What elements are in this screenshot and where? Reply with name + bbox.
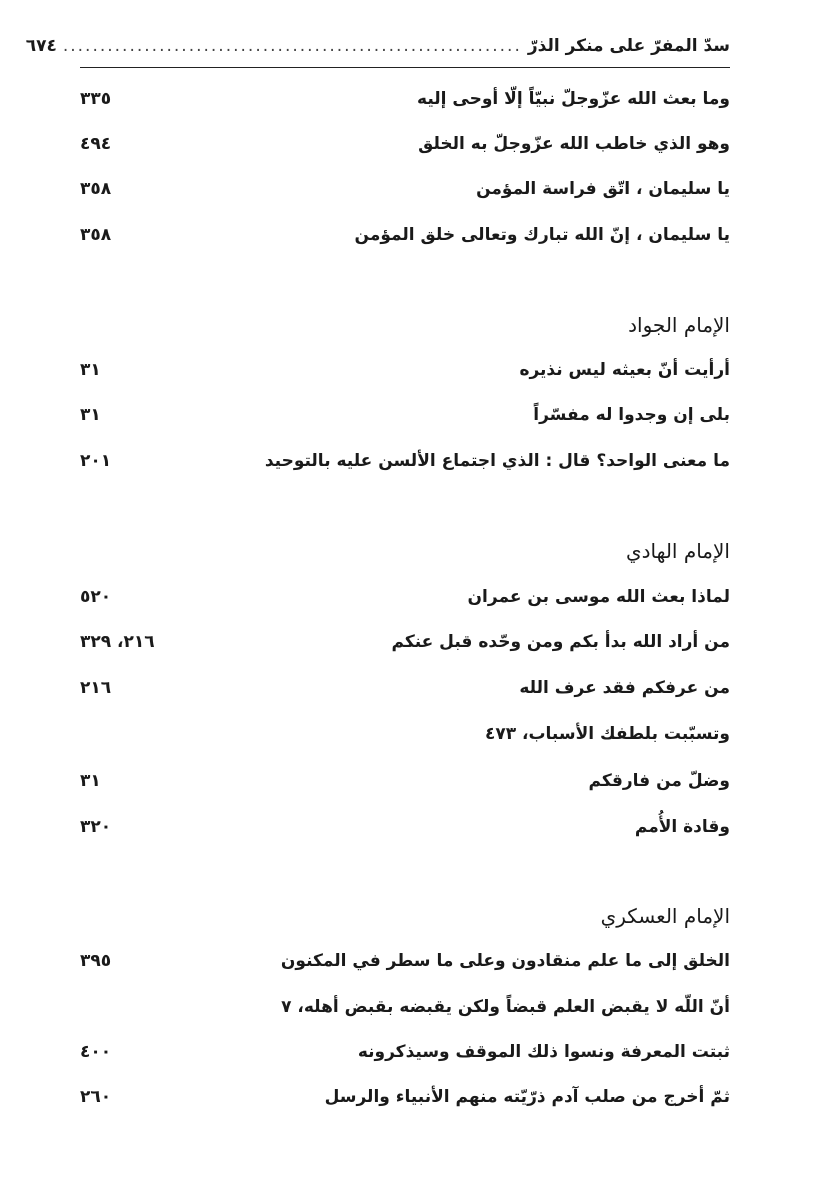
entry-page-ref: ٣١	[80, 771, 101, 791]
index-entry	[80, 579, 730, 615]
entry-text: ثبتت المعرفة ونسوا ذلك الموقف وسيذكرونه	[357, 1042, 730, 1062]
index-entry	[80, 943, 730, 979]
entry-text: الخلق إلى ما علم منقادون وعلى ما سطر في المكنون	[280, 951, 730, 971]
entry-text: وضلّ من فارقكم	[588, 771, 730, 791]
entry-text: من أراد الله بدأ بكم ومن وحّده قبل عنكم	[391, 632, 730, 652]
entry-text: أرأيت أنّ بعيثه ليس نذيره	[519, 360, 730, 380]
index-entry	[80, 1034, 730, 1070]
entry-page-ref: ٣٥٨	[80, 179, 112, 199]
entry-page-ref: ٣٥٨	[80, 225, 112, 245]
index-entry	[80, 352, 730, 388]
entry-page-ref: ٢١٦	[80, 678, 112, 698]
entry-text: يا سليمان ، إنّ الله تبارك وتعالى خلق المؤمن	[354, 225, 730, 245]
entry-page-ref: ٤٩٤	[80, 134, 112, 154]
entry-text: ما معنى الواحد؟ قال : الذي اجتماع الألسن عليه بالتوحيد	[264, 451, 730, 471]
index-entry	[80, 716, 730, 752]
index-entry	[80, 443, 730, 479]
entry-text: يا سليمان ، اتّق فراسة المؤمن	[476, 179, 730, 199]
entry-text: بلى إن وجدوا له مفسّراً	[533, 405, 730, 425]
entry-text: وتسبّبت بلطفك الأسباب، ٤٧٣	[484, 724, 730, 744]
section-heading: الإمام الجواد	[628, 313, 730, 337]
entry-text: من عرفكم فقد عرف الله	[519, 678, 730, 698]
index-entry	[80, 81, 730, 117]
entry-page-ref: ٤٠٠	[80, 1042, 112, 1062]
entry-page-ref: ٢٦٠	[80, 1087, 112, 1107]
index-entry	[80, 1079, 730, 1115]
entry-page-ref: ٣١	[80, 405, 101, 425]
index-entry	[80, 809, 730, 845]
book-title: سدّ المفرّ على منكر الذرّ	[527, 36, 730, 56]
entry-page-ref: ٥٢٠	[80, 587, 112, 607]
index-entry	[80, 670, 730, 706]
entry-text: أنّ اللّه لا يقبض العلم قبضاً ولكن يقبضه بقبض أهله، ٧	[281, 997, 730, 1017]
index-entry	[80, 171, 730, 207]
entry-text: لماذا بعث الله موسى بن عمران	[467, 587, 730, 607]
index-entry	[80, 126, 730, 162]
entry-page-ref: ٣٣٥	[80, 89, 112, 109]
entry-page-ref: ٢٠١	[80, 451, 112, 471]
entry-text: وقادة الأُمم	[634, 817, 730, 837]
header-leader-dots: ..............................................................	[62, 36, 522, 56]
index-entry	[80, 217, 730, 253]
entry-page-ref: ٢١٦، ٣٢٩	[80, 632, 155, 652]
entry-page-ref: ٣٢٠	[80, 817, 112, 837]
header-rule	[80, 67, 730, 68]
page-number: ٦٧٤	[25, 36, 57, 56]
index-entry	[80, 763, 730, 799]
entry-text: وهو الذي خاطب الله عزّوجلّ به الخلق	[418, 134, 730, 154]
section-heading: الإمام العسكري	[600, 904, 730, 928]
running-header	[25, 28, 730, 64]
entry-page-ref: ٣١	[80, 360, 101, 380]
index-entry	[80, 624, 730, 660]
index-entry	[80, 989, 730, 1025]
section-heading: الإمام الهادي	[625, 539, 730, 563]
index-entry	[80, 397, 730, 433]
entry-text: ثمّ أخرج من صلب آدم ذرّيّته منهم الأنبياء والرسل	[324, 1087, 730, 1107]
entry-page-ref: ٣٩٥	[80, 951, 112, 971]
entry-text: وما بعث الله عزّوجلّ نبيّاً إلّا أوحى إليه	[417, 89, 730, 109]
